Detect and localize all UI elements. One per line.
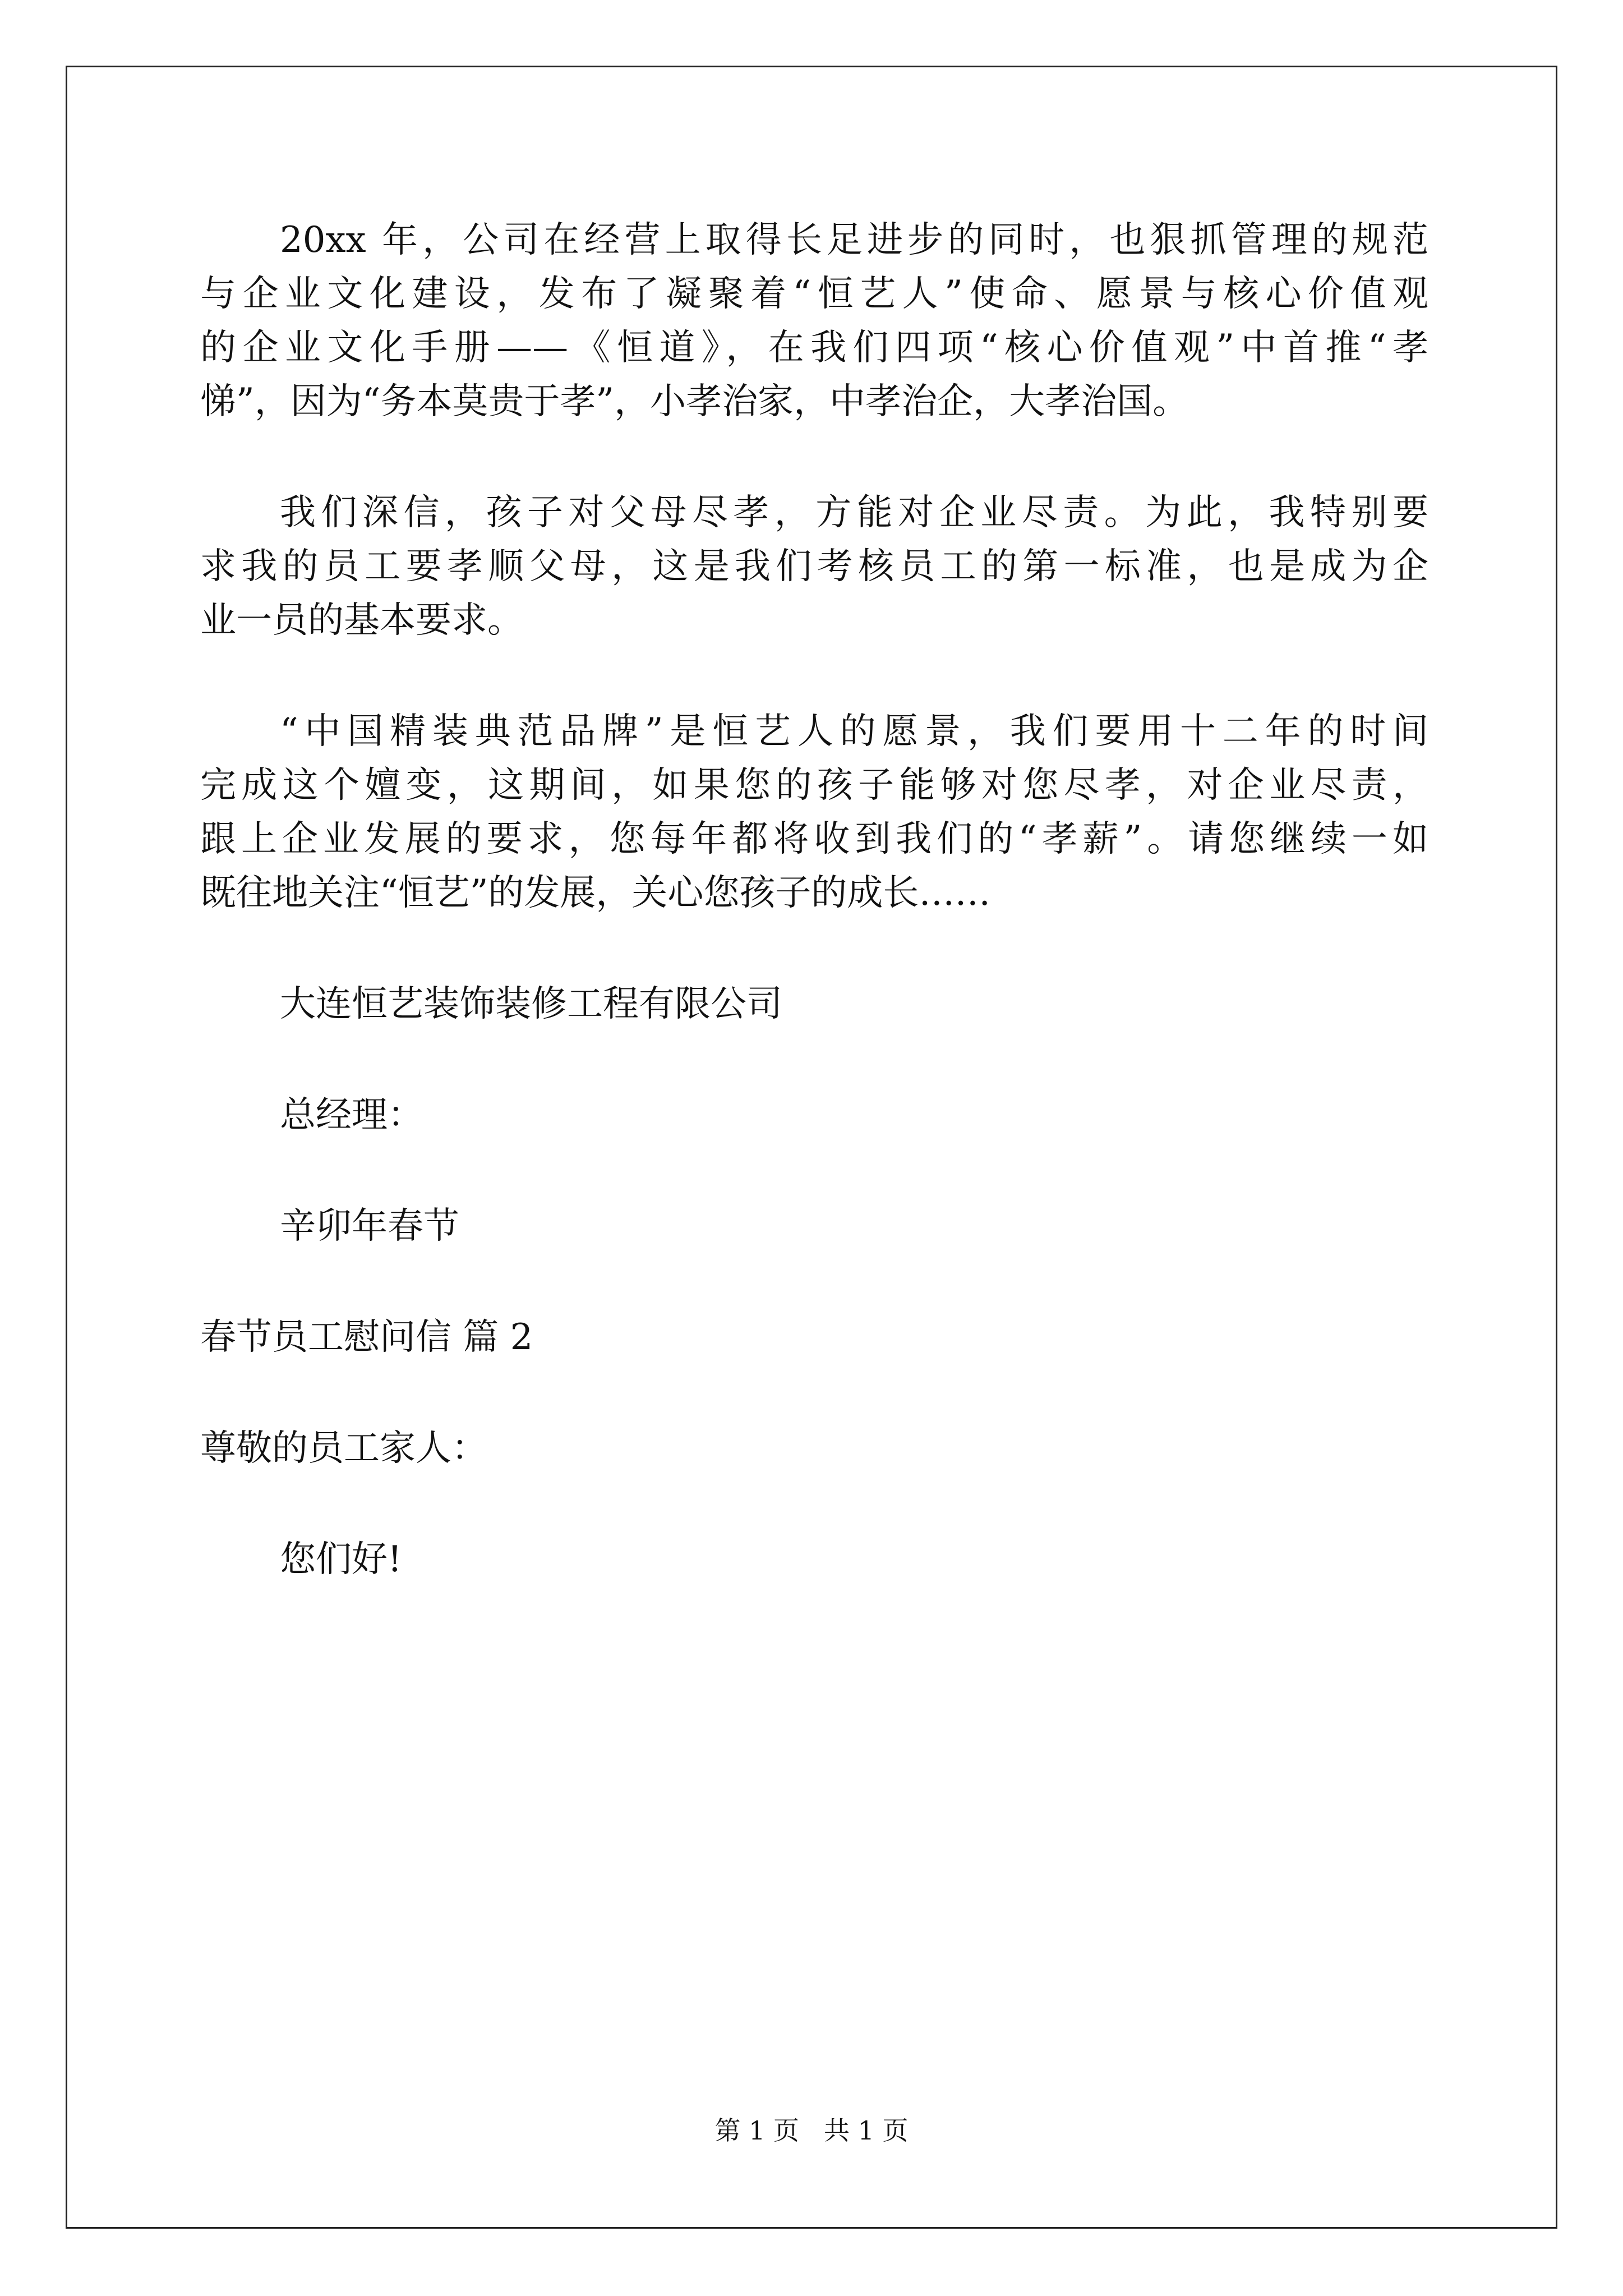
- paragraph-line: 求我的员工要孝顺父母，这是我们考核员工的第一标准，也是成为企: [200, 546, 1428, 587]
- page-total: 共 1 页: [824, 2115, 909, 2146]
- page-number: 第 1 页: [714, 2115, 799, 2146]
- paragraph-line: 与企业文化建设，发布了凝聚着“恒艺人”使命、愿景与核心价值观: [200, 273, 1428, 315]
- paragraph-line: 悌”，因为“务本莫贵于孝”，小孝治家，中孝治企，大孝治国。: [200, 381, 1189, 422]
- salutation: 尊敬的员工家人：: [200, 1428, 487, 1469]
- paragraph-line: “中国精装典范品牌”是恒艺人的愿景，我们要用十二年的时间: [280, 711, 1428, 752]
- paragraph-2: [200, 486, 1428, 647]
- paragraph-3: [200, 705, 1428, 920]
- paragraph-line: 跟上企业发展的要求，您每年都将收到我们的“孝薪”。请您继续一如: [200, 818, 1428, 860]
- section-title: 春节员工慰问信 篇 2: [200, 1317, 533, 1358]
- greeting: 您们好!: [280, 1539, 402, 1580]
- paragraph-line: 我们深信，孩子对父母尽孝，方能对企业尽责。为此，我特别要: [280, 492, 1428, 533]
- paragraph-line: 20xx 年，公司在经营上取得长足进步的同时，也狠抓管理的规范: [280, 219, 1428, 261]
- letter-date: 辛卯年春节: [280, 1205, 459, 1247]
- paragraph-line: 完成这个嬗变，这期间，如果您的孩子能够对您尽孝，对企业尽责，: [200, 765, 1428, 806]
- company-name: 大连恒艺装饰装修工程有限公司: [280, 983, 782, 1025]
- paragraph-line: 既往地关注“恒艺”的发展，关心您孩子的成长……: [200, 872, 991, 914]
- paragraph-1: [200, 213, 1428, 429]
- manager-label: 总经理：: [280, 1094, 423, 1136]
- paragraph-line: 业一员的基本要求。: [200, 600, 523, 641]
- document-body: [200, 213, 1428, 1644]
- page-footer: [0, 2114, 1623, 2147]
- paragraph-line: 的企业文化手册——《恒道》，在我们四项“核心价值观”中首推“孝: [200, 327, 1428, 369]
